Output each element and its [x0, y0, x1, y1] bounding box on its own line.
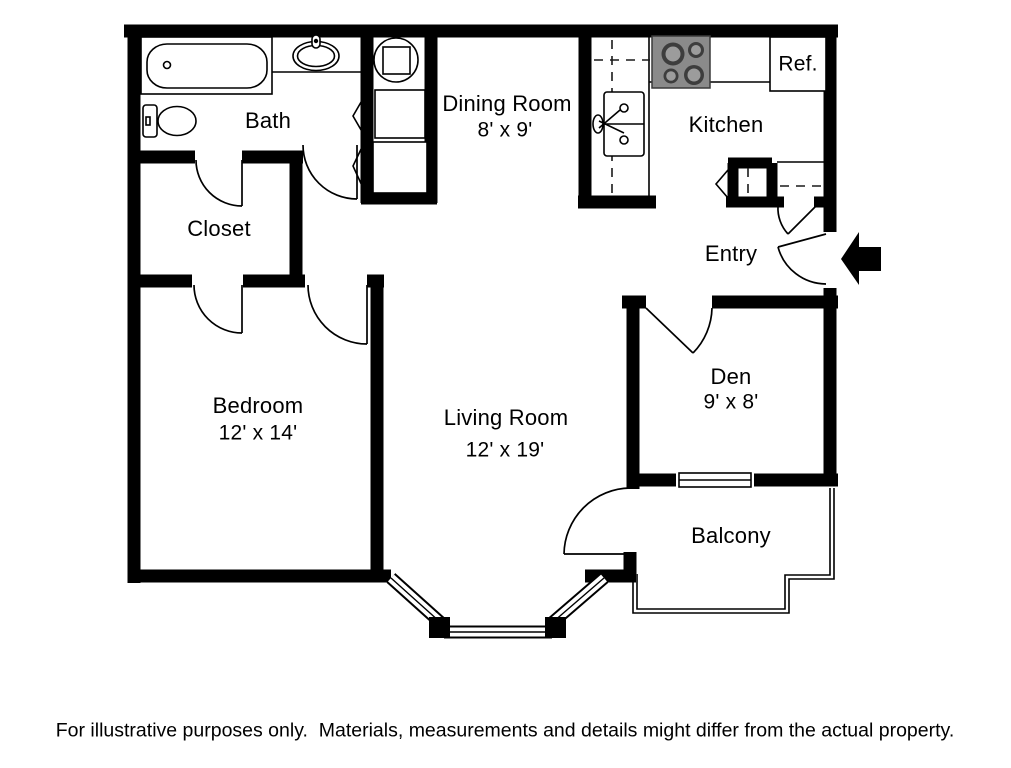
balcony-outline [633, 488, 834, 613]
bedroom-closet-door [194, 285, 242, 333]
room-label-balcony: Balcony [691, 522, 771, 548]
bath-door [303, 145, 357, 199]
bedroom-door [308, 285, 367, 344]
room-dims-den: 9' x 8' [703, 390, 759, 414]
room-label-bath: Bath [244, 107, 292, 133]
room-label-kitchen: Kitchen [688, 111, 764, 137]
bay-corner-post [429, 617, 450, 638]
den-window [676, 470, 754, 489]
room-label-dining: Dining Room [442, 90, 572, 116]
room-dims-bedroom: 12' x 14' [218, 421, 298, 445]
balcony-door [564, 488, 630, 554]
entry-door [778, 234, 826, 284]
entry-closet-door [778, 206, 816, 234]
bay-corner-post [545, 617, 566, 638]
washer-icon [374, 38, 418, 82]
closet-door [196, 160, 242, 206]
entry-closet-walls [726, 163, 832, 204]
room-label-closet: Closet [187, 215, 251, 241]
refrigerator-label: Ref. [778, 52, 818, 76]
dryer-icon [375, 90, 425, 138]
room-dims-dining: 8' x 9' [477, 118, 533, 142]
bathtub-icon [141, 37, 272, 94]
utility-shelf-icon [373, 142, 427, 193]
toilet-icon [143, 105, 196, 137]
disclaimer-text: For illustrative purposes only. Materials, measurements and details might differ from the actual property. [55, 719, 955, 742]
bath-sink-icon [272, 35, 362, 72]
stove-icon [652, 36, 710, 88]
entry-arrow-icon [841, 232, 881, 285]
bay-window [391, 578, 604, 638]
kitchen-sink-icon [593, 92, 644, 156]
room-label-bedroom: Bedroom [212, 392, 304, 418]
den-door [646, 308, 712, 353]
room-label-entry: Entry [704, 240, 758, 266]
room-label-living: Living Room [443, 404, 569, 430]
room-dims-living: 12' x 19' [465, 438, 545, 462]
room-label-den: Den [710, 363, 752, 389]
bifold-door-icon [716, 170, 728, 198]
